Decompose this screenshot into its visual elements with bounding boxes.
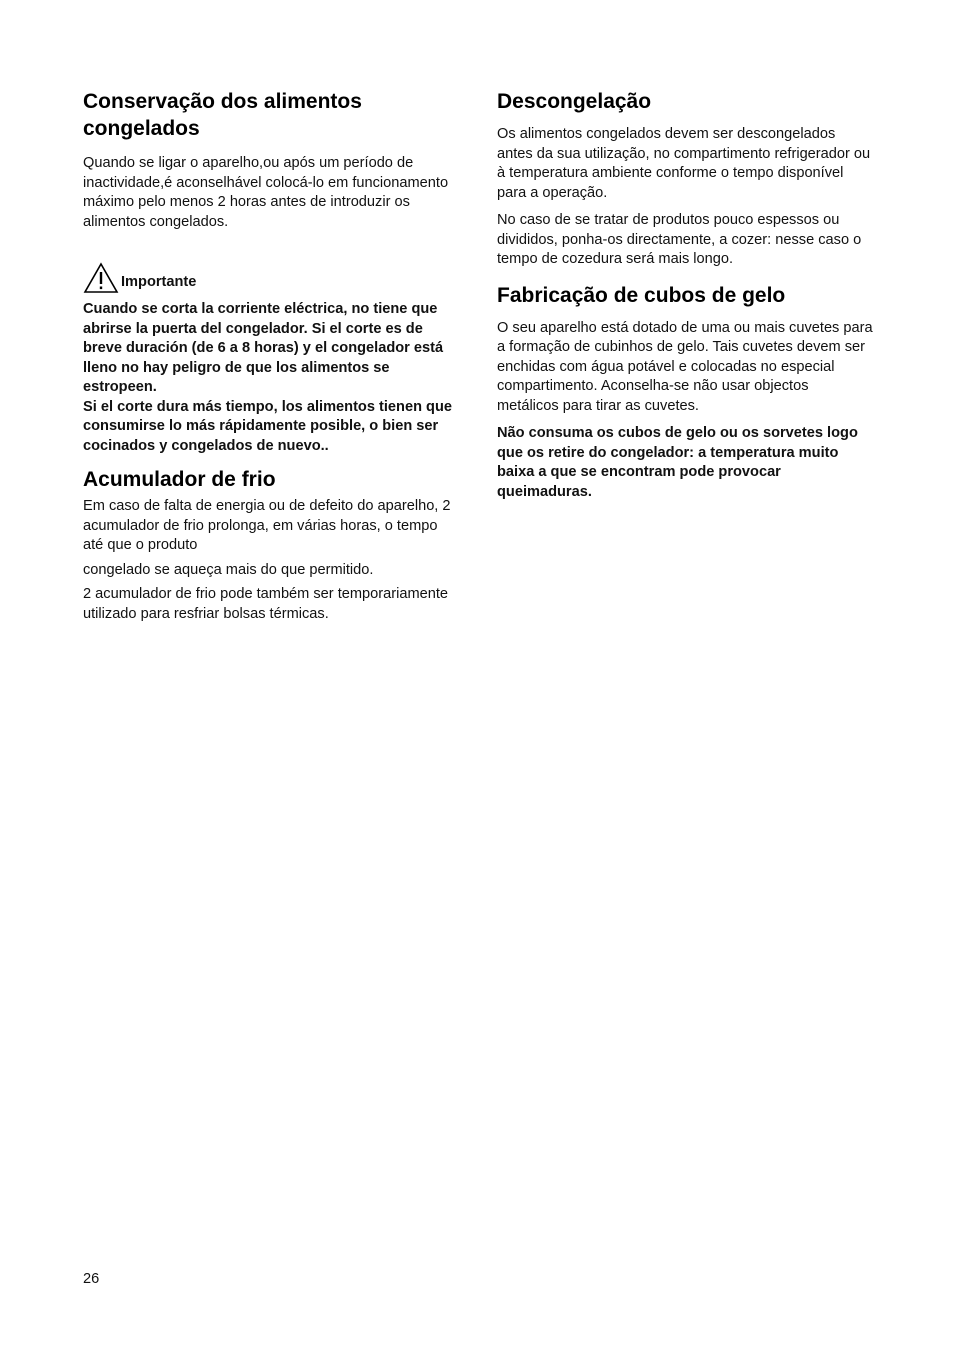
section-title-acumulador: Acumulador de frio: [83, 468, 276, 491]
warning-text-1: Cuando se corta la corriente eléctrica, no tiene que abrirse la puerta del congelador. Si el corte es de breve duración (de 6 a 8 horas) y el congelador está lleno no hay peligro de que los alimentos se estropeen.: [83, 301, 444, 395]
warning-triangle-icon: [83, 262, 119, 294]
paragraph-descongelacao-1: Os alimentos congelados devem ser descongelados antes da sua utilização, no compartimento refrigerador ou à temperatura ambiente conforme o tempo disponível para a operação.: [497, 126, 871, 201]
right-column: [497, 88, 873, 507]
section-title-conservacao: Conservação dos alimentos congelados: [83, 90, 362, 140]
paragraph-descongelacao-2: No caso de se tratar de produtos pouco espessos ou divididos, ponha-os directamente, a cozer: nesse caso o tempo de cozedura será mais longo.: [497, 212, 862, 267]
paragraph-conservacao: Quando se ligar o aparelho,ou após um período de inactividade,é aconselhável colocá-lo em funcionamento máximo pelo menos 2 horas antes de introduzir os alimentos congelados.: [83, 155, 449, 230]
paragraph-acumulador-3: 2 acumulador de frio pode também ser temporariamente utilizado para resfriar bolsas térmicas.: [83, 586, 449, 622]
paragraph-cubos-gelo-2: Não consuma os cubos de gelo ou os sorvetes logo que os retire do congelador: a temperatura muito baixa a que se encontram pode provocar queimaduras.: [497, 425, 858, 500]
warning-block: [83, 262, 457, 456]
warning-label: Importante: [121, 274, 197, 290]
paragraph-acumulador-2: congelado se aqueça mais do que permitido.: [83, 561, 374, 578]
left-column: [83, 88, 457, 629]
paragraph-cubos-gelo-1: O seu aparelho está dotado de uma ou mais cuvetes para a formação de cubinhos de gelo. Tais cuvetes devem ser enchidas com água potável e colocadas no especial compartimento. Aconselha-se não usar objectos metálicos para tirar as cuvetes.: [497, 319, 873, 414]
section-title-cubos-gelo: Fabricação de cubos de gelo: [497, 283, 786, 307]
section-title-descongelacao: Descongelação: [497, 90, 652, 113]
warning-text: [83, 300, 457, 456]
warning-header: [83, 262, 457, 294]
page-number: 26: [83, 1271, 100, 1287]
warning-text-2: Si el corte dura más tiempo, los alimentos tienen que consumirse lo más rápidamente posible, o bien ser cocinados y congelados de nuevo..: [83, 398, 452, 454]
paragraph-acumulador-1: Em caso de falta de energia ou de defeito do aparelho, 2 acumulador de frio prolonga, em várias horas, o tempo até que o produto: [83, 498, 451, 553]
